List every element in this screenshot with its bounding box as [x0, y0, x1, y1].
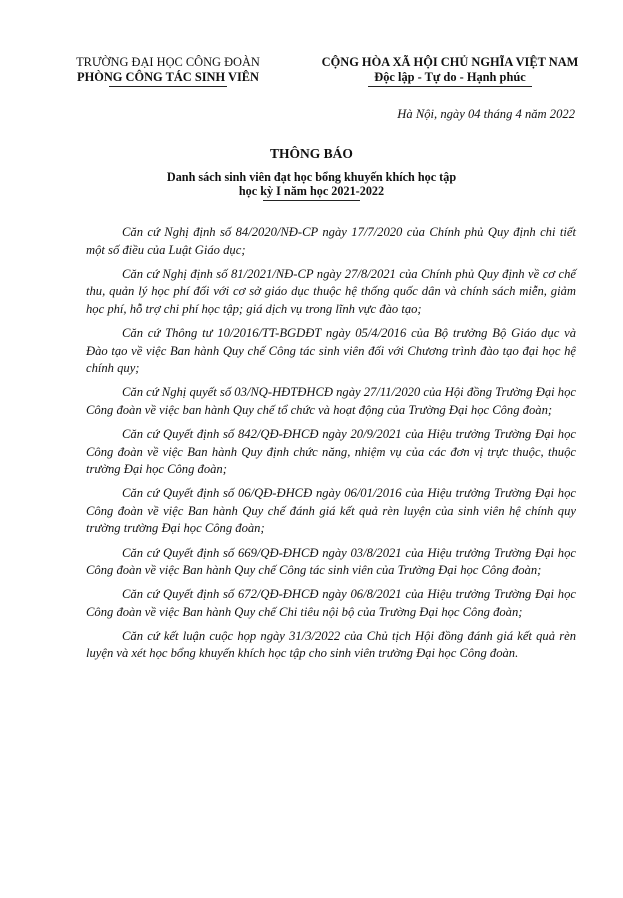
national-header: [300, 55, 600, 87]
document-body: [86, 224, 576, 670]
country-name: CỘNG HÒA XÃ HỘI CHỦ NGHĨA VIỆT NAM: [321, 55, 579, 69]
legal-basis-paragraph: Căn cứ Nghị định số 81/2021/NĐ-CP ngày 27/8/2021 của Chính phủ Quy định về cơ chế thu, quản lý học phí đối với cơ sở giáo dục thuộc hệ thống quốc dân và chính sách miễn, giảm học phí, hỗ trợ chi phí học tập; giá dịch vụ trong lĩnh vực đào tạo;: [86, 266, 576, 316]
legal-basis-paragraph: Căn cứ Nghị định số 84/2020/NĐ-CP ngày 17/7/2020 của Chính phủ Quy định chi tiết một số điều của Luật Giáo dục;: [86, 225, 576, 257]
legal-basis-paragraph: Căn cứ kết luận cuộc họp ngày 31/3/2022 của Chủ tịch Hội đồng đánh giá kết quả rèn luyện và xét học bổng khuyến khích học tập cho sinh viên trường Đại học Công đoàn.: [86, 628, 576, 661]
legal-basis-paragraph: Căn cứ Quyết định số 669/QĐ-ĐHCĐ ngày 03/8/2021 của Hiệu trưởng Trường Đại học Công đoàn về việc Ban hành Quy chế Công tác sinh viên của Trường Đại học Công đoàn;: [86, 545, 576, 578]
department-name: PHÒNG CÔNG TÁC SINH VIÊN: [77, 70, 259, 84]
document-subtitle-1: Danh sách sinh viên đạt học bổng khuyến khích học tập: [166, 170, 457, 184]
issuer-header: [58, 55, 278, 87]
national-motto: Độc lập - Tự do - Hạnh phúc: [374, 70, 526, 84]
issuer-underline: [109, 86, 227, 87]
document-date: Hà Nội, ngày 04 tháng 4 năm 2022: [397, 107, 575, 121]
legal-basis-paragraph: Căn cứ Nghị quyết số 03/NQ-HĐTĐHCĐ ngày 27/11/2020 của Hội đồng Trường Đại học Công đoàn về việc ban hành Quy chế tổ chức và hoạt động của Trường Đại học Công đoàn;: [86, 385, 576, 417]
legal-basis-paragraph: Căn cứ Quyết định số 842/QĐ-ĐHCĐ ngày 20/9/2021 của Hiệu trưởng Trường Đại học Công đoàn về việc Ban hành Quy định chức năng, nhiệm vụ của các đơn vị trực thuộc, thuộc trường Đại học Công đoàn;: [86, 426, 576, 477]
motto-underline: [368, 86, 532, 87]
legal-basis-paragraph: Căn cứ Quyết định số 672/QĐ-ĐHCĐ ngày 06/8/2021 của Hiệu trưởng Trường Đại học Công đoàn về việc Ban hành Quy chế Chi tiêu nội bộ của Trường Đại học Công đoàn;: [86, 587, 576, 619]
document-subtitle-2: học kỳ I năm học 2021-2022: [238, 184, 385, 198]
legal-basis-paragraph: Căn cứ Thông tư 10/2016/TT-BGDĐT ngày 05/4/2016 của Bộ trưởng Bộ Giáo dục và Đào tạo về việc Ban hành Quy chế Công tác sinh viên đối với Chương trình đào tạo đại học hệ chính quy;: [86, 325, 576, 376]
university-name: TRƯỜNG ĐẠI HỌC CÔNG ĐOÀN: [76, 55, 260, 69]
legal-basis-paragraph: Căn cứ Quyết định số 06/QĐ-ĐHCĐ ngày 06/01/2016 của Hiệu trưởng Trường Đại học Công đoàn về việc Ban hành Quy chế đánh giá kết quả rèn luyện của sinh viên hệ chính quy trường trường Đại học Công đoàn;: [86, 486, 576, 536]
subtitle-underline: [263, 200, 360, 201]
document-title: THÔNG BÁO: [270, 146, 353, 161]
